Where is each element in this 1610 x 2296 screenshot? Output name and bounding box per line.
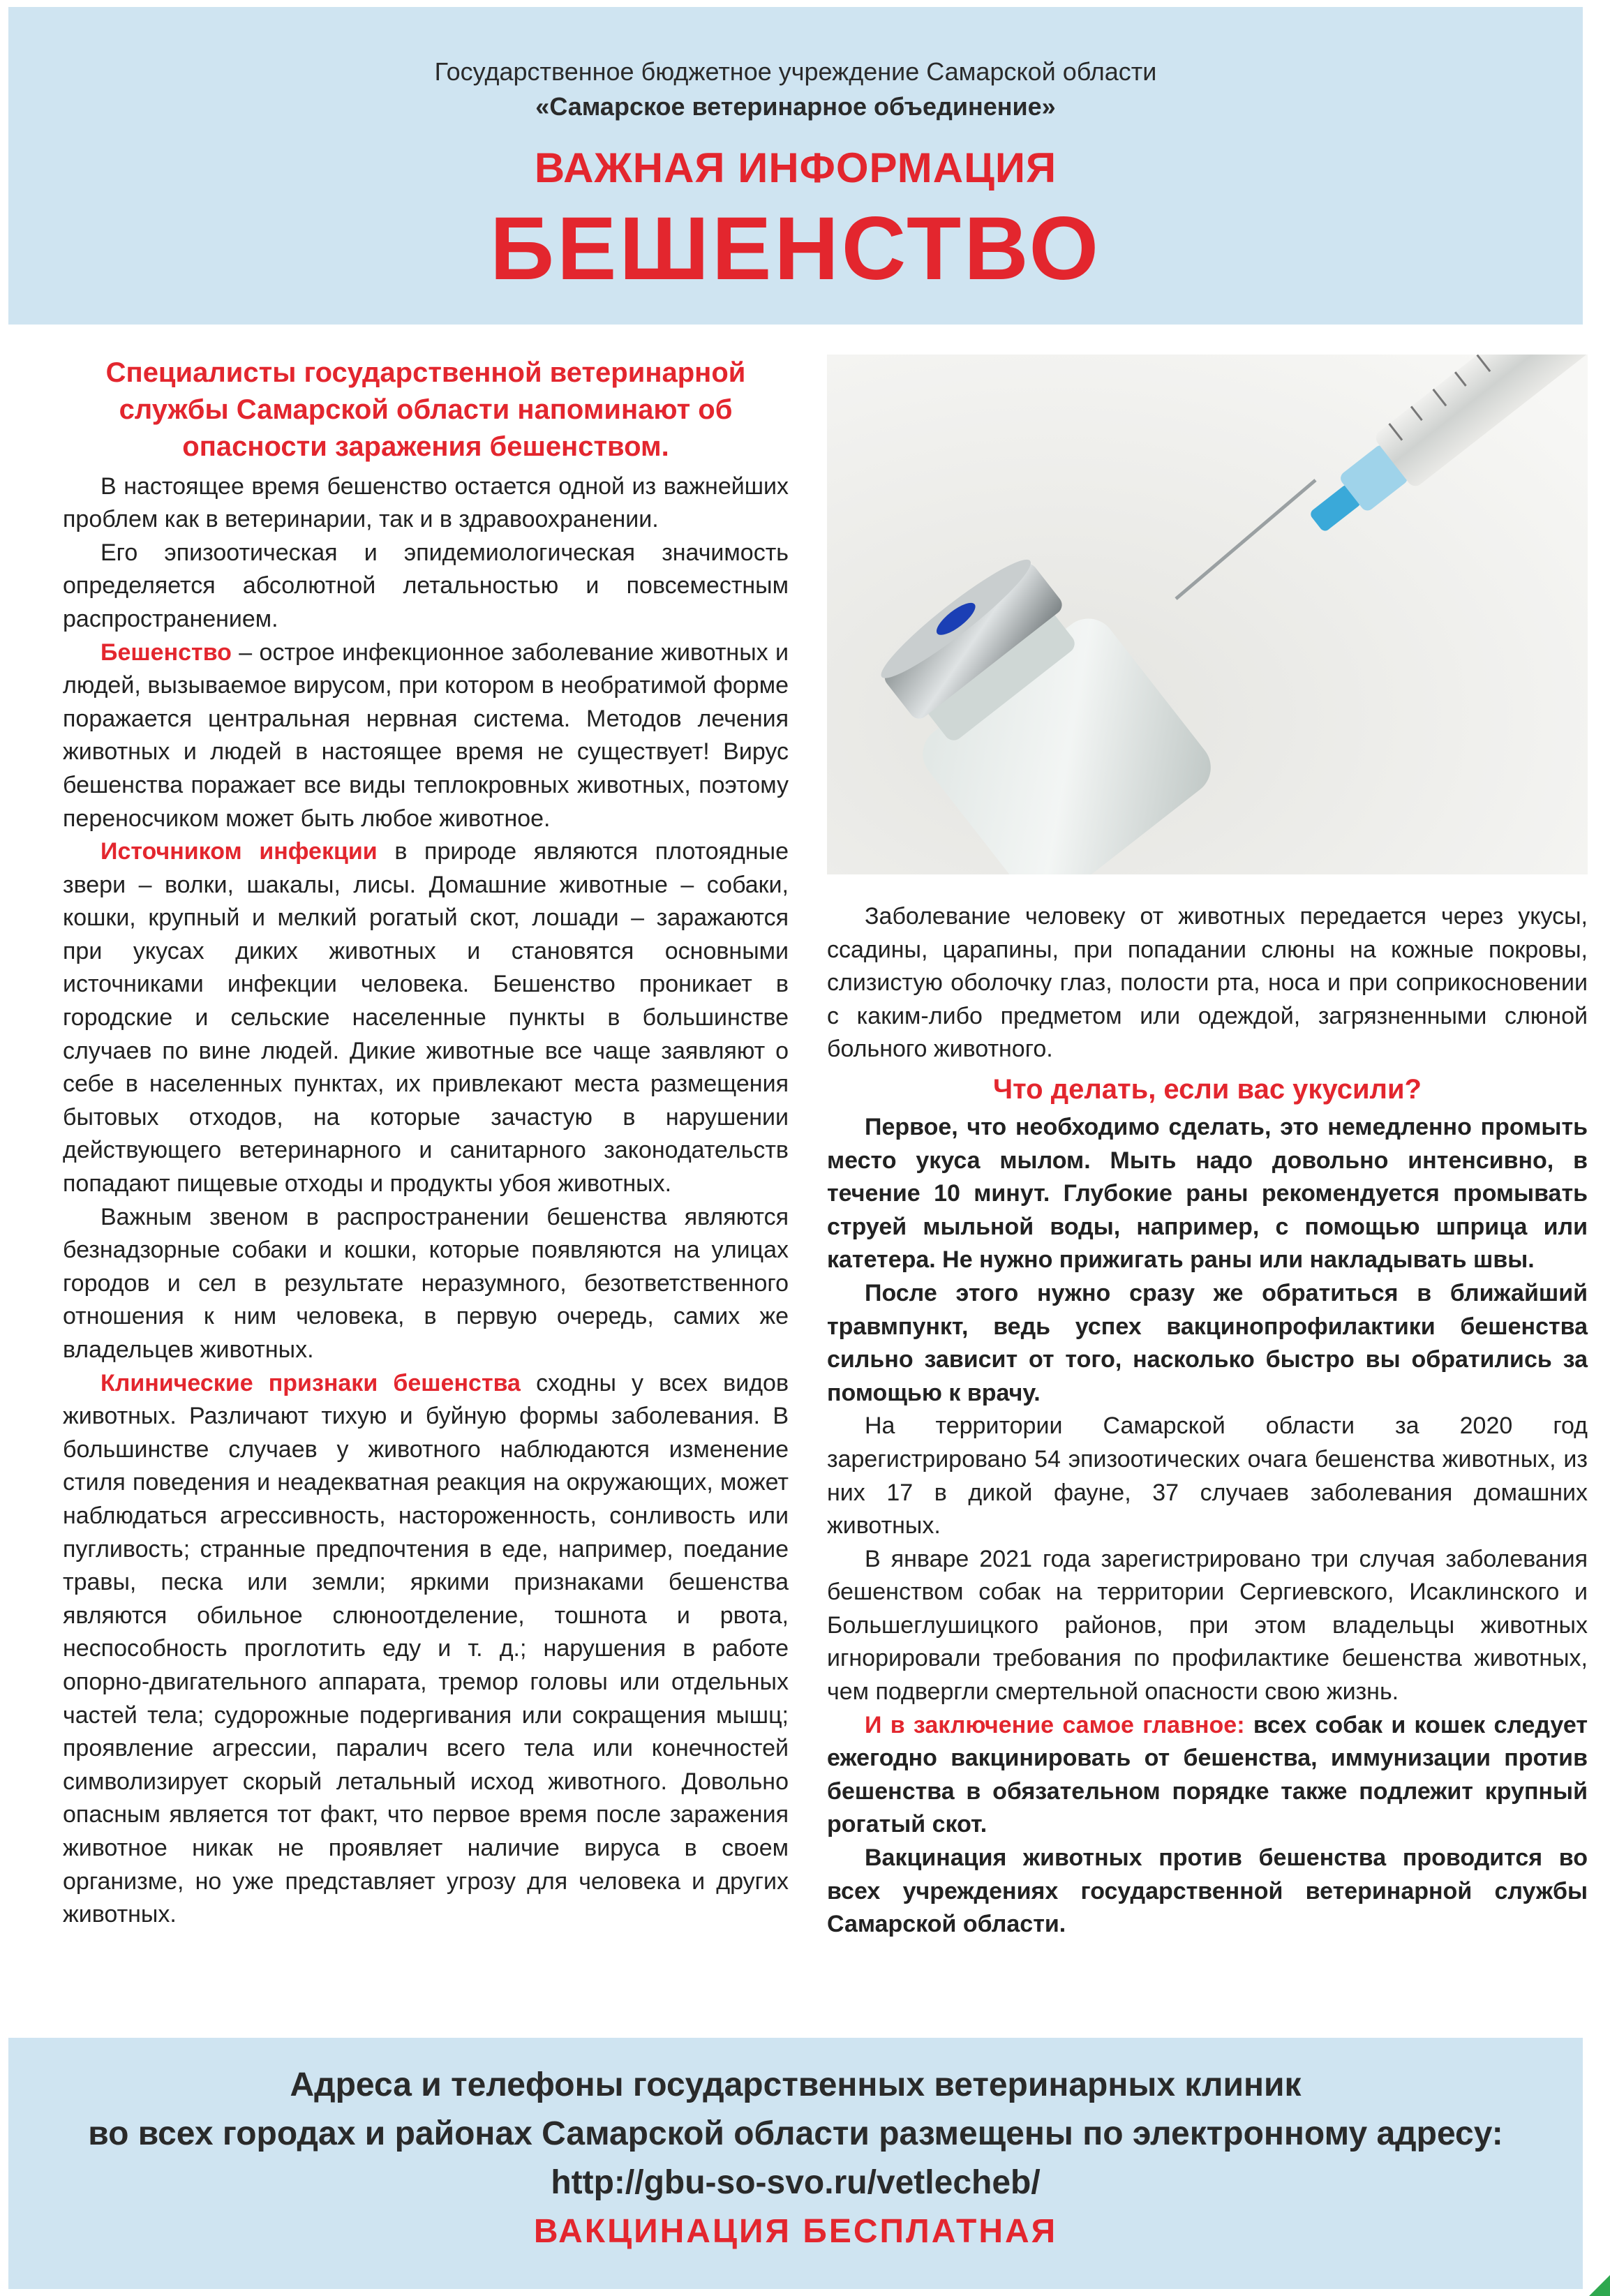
footer-line-2: во всех городах и районах Самарской области размещены по электронному адресу:	[88, 2115, 1503, 2152]
paragraph-bold: Вакцинация животных против бешенства проводится во всех учреждениях государственной ветеринарной службы Самарской области.	[827, 1844, 1588, 1938]
footer-url-link[interactable]: http://gbu-so-svo.ru/vetlecheb/	[551, 2164, 1041, 2201]
paragraph-bold: После этого нужно сразу же обратиться в ближайший травмпункт, ведь успех вакцинопрофилактики бешенства сильно зависит от того, насколько быстро вы обратились за помощью к врачу.	[827, 1279, 1588, 1406]
paragraph: В январе 2021 года зарегистрировано три случая заболевания бешенством собак на территории Сергиевского, Исаклинского и Большеглушицкого районов, при этом владельцы животных игнорировали требования по профилактике бешенства животных, чем подвергли смертельной опасности свою жизнь.	[827, 1545, 1588, 1706]
org-line-1: Государственное бюджетное учреждение Самарской области	[434, 57, 1157, 86]
term-rabies: Бешенство	[100, 639, 232, 666]
paragraph: В настоящее время бешенство остается одной из важнейших проблем как в ветеринарии, так и в здравоохранении.	[63, 472, 789, 533]
paragraph	[63, 835, 789, 1201]
paragraph: Заболевание человеку от животных передается через укусы, ссадины, царапины, при попадании слюны на кожные покровы, слизистую оболочку глаз, полости рта, носа и при соприкосновении с каким-либо предметом или одеждой, загрязненными слюной больного животного.	[827, 903, 1588, 1063]
syringe-icon	[827, 355, 1588, 874]
paragraph-text: – острое инфекционное заболевание животных и людей, вызываемое вирусом, при котором в необратимой форме поражается центральная нервная система. Методов лечения животных и людей в настоящее время не существует! Вирус бешенства поражает все виды теплокровных животных, поэтому переносчиком может быть любое животное.	[63, 639, 789, 832]
left-column	[63, 355, 789, 1932]
header-panel	[8, 7, 1583, 325]
term-infection-source: Источником инфекции	[100, 838, 378, 865]
paragraph-text: сходны у всех видов животных. Различают тихую и буйную формы заболевания. В большинстве случаев у животного наблюдаются изменение стиля поведения и неадекватная реакция на окружающих, может наблюдаться агрессивность, настороженность, сонливость или пугливость; странные предпочтения в еде, например, поедание травы, песка или земли; яркими признаками бешенства являются обильное слюноотделение, тошнота и рвота, неспособность проглотить еду и т. д.; нарушения в работе опорно-двигательного аппарата, тремор головы или отдельных частей тела; судорожные подергивания или сокращения мышц; проявление агрессии, паралич всего тела или конечностей символизирует скорый летальный исход животного. Довольно опасным является тот факт, что первое время после заражения животное никак не проявляет наличие вируса в своем организме, но уже представляет угрозу для человека и других животных.	[63, 1369, 789, 1928]
syringe-vial-photo	[827, 355, 1588, 874]
paragraph-text: всех собак и кошек следует ежегодно вакцинировать от бешенства, иммунизации против бешенства в обязательном порядке также подлежит крупный рогатый скот.	[827, 1711, 1588, 1838]
paragraph: На территории Самарской области за 2020 год зарегистрировано 54 эпизоотических очага бешенства животных, из них 17 в дикой фауне, 37 случаев заболевания домашних животных.	[827, 1412, 1588, 1540]
free-vaccination-banner: ВАКЦИНАЦИЯ БЕСПЛАТНАЯ	[533, 2213, 1058, 2250]
term-conclusion: И в заключение самое главное:	[865, 1711, 1245, 1738]
paragraph: Его эпизоотическая и эпидемиологическая значимость определяется абсолютной летальностью и повсеместным распространением.	[63, 539, 789, 632]
term-clinical-signs: Клинические признаки бешенства	[100, 1369, 521, 1396]
page-title: БЕШЕНСТВО	[489, 199, 1102, 299]
org-line-2: «Самарское ветеринарное объединение»	[535, 92, 1056, 121]
paragraph	[63, 636, 789, 836]
footer-line-1: Адреса и телефоны государственных ветеринарных клиник	[290, 2066, 1302, 2103]
paragraph-bold: Первое, что необходимо сделать, это немедленно промыть место укуса мылом. Мыть надо довольно интенсивно, в течение 10 минут. Глубокие раны рекомендуется промывать струей мыльной воды, например, с помощью шприца или катетера. Не нужно прижигать раны или накладывать швы.	[827, 1113, 1588, 1274]
paragraph	[63, 1367, 789, 1932]
paragraph-text: в природе являются плотоядные звери – волки, шакалы, лисы. Домашние животные – собаки, кошки, крупный и мелкий рогатый скот, лошади – заражаются при укусах диких животных и становятся основными источниками инфекции человека. Бешенство проникает в городские и сельские населенные пункты в большинстве случаев по вине людей. Дикие животные все чаще заявляют о себе в населенных пунктах, их привлекают места размещения бытовых отходов, на которые зачастую в нарушении действующего ветеринарного и санитарного законодательств попадают пищевые отходы и продукты убоя животных.	[63, 838, 789, 1198]
right-column	[827, 900, 1588, 1941]
section-heading: Что делать, если вас укусили?	[993, 1073, 1422, 1105]
corner-decoration	[1589, 2275, 1610, 2296]
paragraph-bold	[827, 1709, 1588, 1842]
important-heading: ВАЖНАЯ ИНФОРМАЦИЯ	[534, 144, 1057, 191]
intro-heading: Специалисты государственной ветеринарной службы Самарской области напоминают об опасности заражения бешенством.	[105, 357, 746, 463]
footer-panel	[8, 2038, 1583, 2289]
paragraph: Важным звеном в распространении бешенства являются безнадзорные собаки и кошки, которые появляются на улицах городов и сел в результате неразумного, безответственного отношения к ним человека, в первую очередь, самих же владельцев животных.	[63, 1203, 789, 1363]
